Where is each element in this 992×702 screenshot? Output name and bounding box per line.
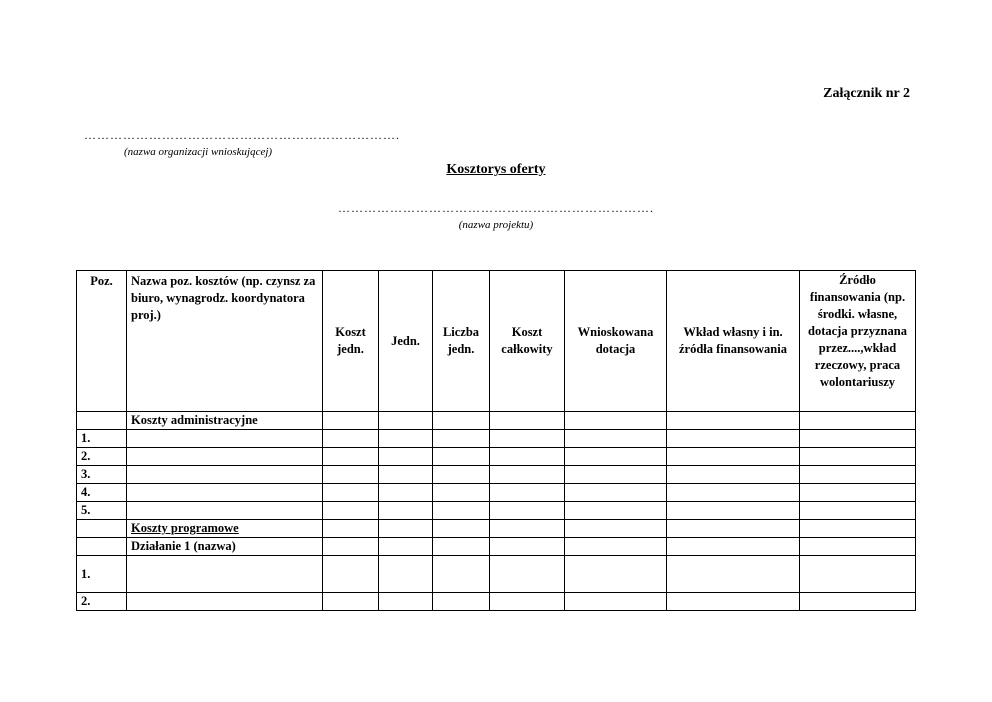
header-total-cost: Koszt całkowity xyxy=(490,271,565,412)
row-number: 3. xyxy=(77,466,127,484)
section-row-admin xyxy=(77,412,916,430)
row-number: 1. xyxy=(77,556,127,593)
row-number: 2. xyxy=(77,448,127,466)
section-label-program: Koszty programowe xyxy=(127,520,323,538)
table-row xyxy=(77,484,916,502)
table-header-row xyxy=(77,271,916,412)
action-label: Działanie 1 (nazwa) xyxy=(127,538,323,556)
row-number: 5. xyxy=(77,502,127,520)
header-unit: Jedn. xyxy=(379,271,433,412)
organization-name-caption: (nazwa organizacji wnioskującej) xyxy=(124,146,273,158)
section-label-admin: Koszty administracyjne xyxy=(127,412,323,430)
header-poz: Poz. xyxy=(77,271,127,412)
header-unit-count: Liczba jedn. xyxy=(433,271,490,412)
header-own-contribution: Wkład własny i in. źródła finansowania xyxy=(667,271,800,412)
header-cost-item-name: Nazwa poz. kosztów (np. czynsz za biuro, wynagrodz. koordynatora proj.) xyxy=(127,271,323,412)
table-row xyxy=(77,466,916,484)
project-name-line: ………………………………………………………………. xyxy=(338,201,654,215)
organization-name-line: ………………………………………………………………. xyxy=(84,128,400,142)
project-name-caption: (nazwa projektu) xyxy=(458,219,534,231)
table-row xyxy=(77,502,916,520)
section-row-program xyxy=(77,520,916,538)
row-number: 2. xyxy=(77,593,127,611)
table-row xyxy=(77,593,916,611)
header-funding-source: Źródło finansowania (np. środki. własne, dotacja przyznana przez....,wkład rzeczowy, praca wolontariuszy xyxy=(800,271,916,412)
table-row xyxy=(77,430,916,448)
table-row xyxy=(77,448,916,466)
header-unit-cost: Koszt jedn. xyxy=(323,271,379,412)
header-requested-grant: Wnioskowana dotacja xyxy=(565,271,667,412)
page-title: Kosztorys oferty xyxy=(446,162,546,177)
action-row xyxy=(77,538,916,556)
row-number: 4. xyxy=(77,484,127,502)
cost-estimate-table xyxy=(76,270,916,611)
attachment-label: Załącznik nr 2 xyxy=(823,86,910,101)
row-number: 1. xyxy=(77,430,127,448)
table-row xyxy=(77,556,916,593)
